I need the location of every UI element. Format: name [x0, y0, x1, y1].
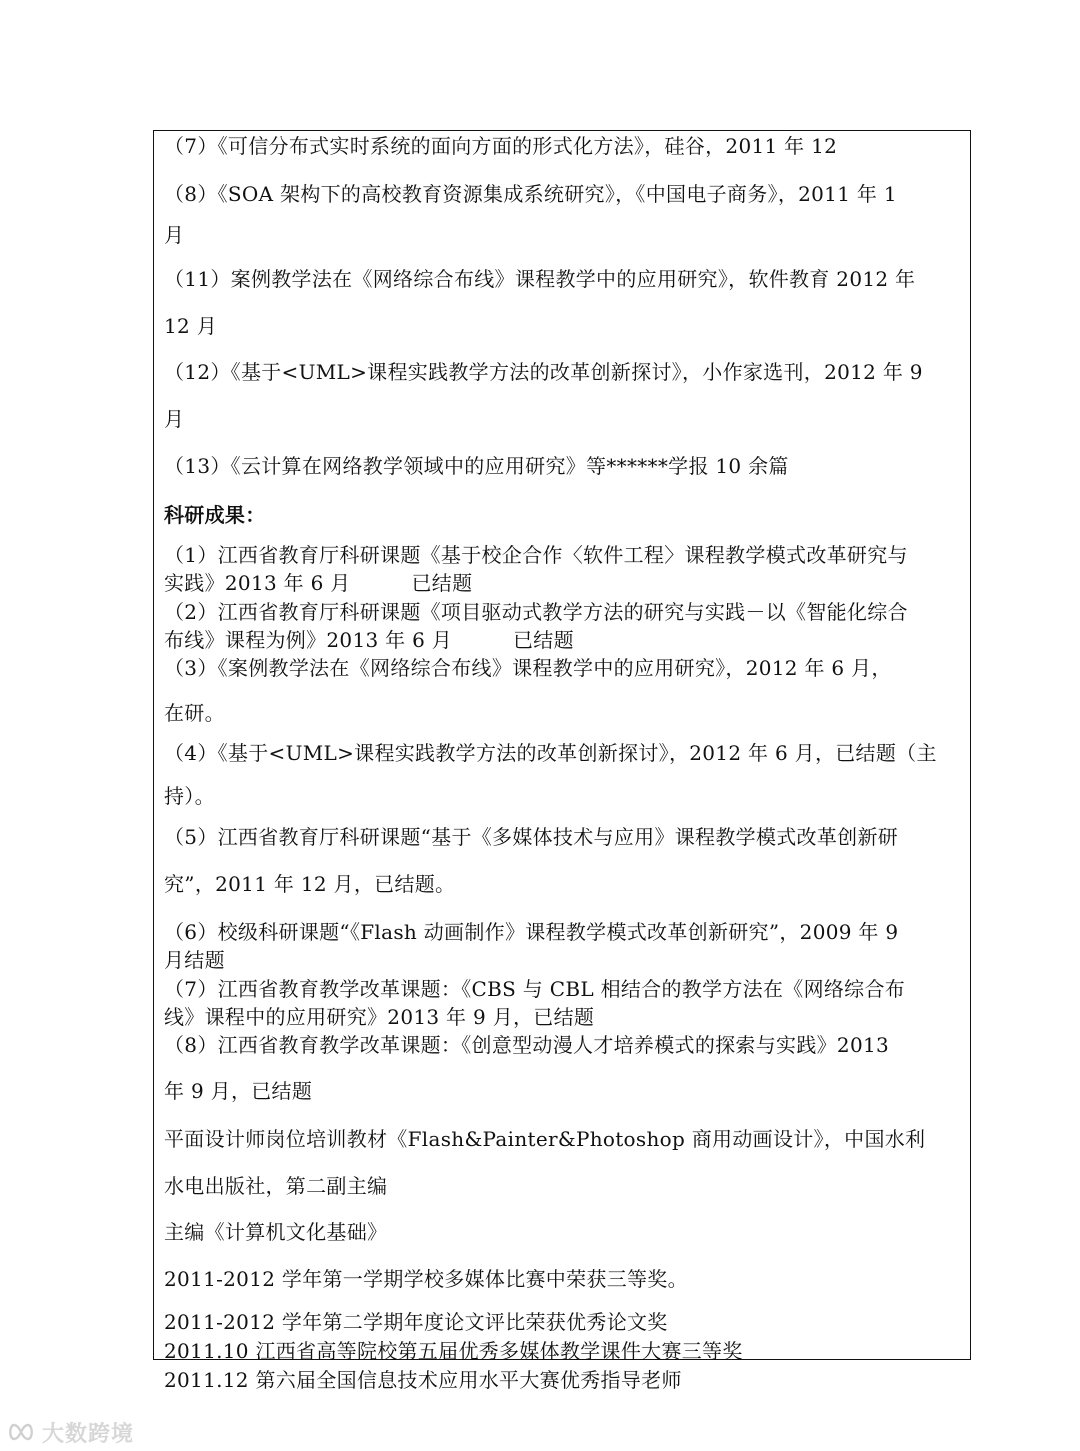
text-line: 水电出版社，第二副主编 [164, 1174, 388, 1198]
text-line: 12 月 [164, 314, 218, 338]
text-line: 持）。 [164, 784, 215, 808]
text-line: 2011.10 江西省高等院校第五届优秀多媒体教学课件大赛三等奖 [164, 1339, 743, 1363]
text-line: 究”，2011 年 12 月，已结题。 [164, 872, 456, 896]
watermark-text: 大数跨境 [42, 1421, 135, 1447]
text-line: （6）校级科研课题“《Flash 动画制作》课程教学模式改革创新研究”，2009 年 9 [164, 920, 899, 944]
text-line: （1）江西省教育厅科研课题《基于校企合作〈软件工程〉课程教学模式改革研究与 [164, 543, 908, 567]
text-line: 年 9 月，已结题 [164, 1079, 313, 1103]
text-line: 布线》课程为例》2013 年 6 月 已结题 [164, 628, 574, 652]
section-heading: 科研成果： [164, 503, 266, 527]
text-line: 实践》2013 年 6 月 已结题 [164, 571, 473, 595]
text-line: （7）江西省教育教学改革课题：《CBS 与 CBL 相结合的教学方法在《网络综合布 [164, 977, 906, 1001]
text-line: （8）江西省教育教学改革课题：《创意型动漫人才培养模式的探索与实践》2013 [164, 1033, 890, 1057]
text-line: 月 [164, 223, 185, 247]
text-line: （4）《基于<UML>课程实践教学方法的改革创新探讨》，2012 年 6 月，已结题（主 [164, 741, 937, 765]
text-line: （8）《SOA 架构下的高校教育资源集成系统研究》，《中国电子商务》，2011 年 1 [164, 182, 897, 206]
text-line: （2）江西省教育厅科研课题《项目驱动式教学方法的研究与实践－以《智能化综合 [164, 600, 908, 624]
text-line: 主编《计算机文化基础》 [164, 1220, 388, 1244]
text-line: （5）江西省教育厅科研课题“基于《多媒体技术与应用》课程教学模式改革创新研 [164, 825, 899, 849]
text-line: 平面设计师岗位培训教材《Flash&Painter&Photoshop 商用动画设计》，中国水利 [164, 1127, 926, 1151]
text-line: （13）《云计算在网络教学领域中的应用研究》等******学报 10 余篇 [164, 454, 789, 478]
text-line: 在研。 [164, 701, 225, 725]
text-line: 2011.12 第六届全国信息技术应用水平大赛优秀指导老师 [164, 1368, 682, 1392]
text-line: 线》课程中的应用研究》2013 年 9 月，已结题 [164, 1005, 595, 1029]
text-line: （7）《可信分布式实时系统的面向方面的形式化方法》，硅谷，2011 年 12 [164, 134, 838, 158]
text-line: （11）案例教学法在《网络综合布线》课程教学中的应用研究》，软件教育 2012 年 [164, 267, 916, 291]
text-line: 月 [164, 407, 185, 431]
text-line: 2011-2012 学年第一学期学校多媒体比赛中荣获三等奖。 [164, 1267, 688, 1291]
text-line: 月结题 [164, 948, 225, 972]
text-line: （12）《基于<UML>课程实践教学方法的改革创新探讨》，小作家选刊，2012 年 9 [164, 360, 923, 384]
text-line: 2011-2012 学年第二学期年度论文评比荣获优秀论文奖 [164, 1310, 668, 1334]
watermark [6, 1417, 134, 1447]
infinity-logo-icon [6, 1421, 36, 1443]
text-line: （3）《案例教学法在《网络综合布线》课程教学中的应用研究》，2012 年 6 月， [164, 656, 892, 680]
